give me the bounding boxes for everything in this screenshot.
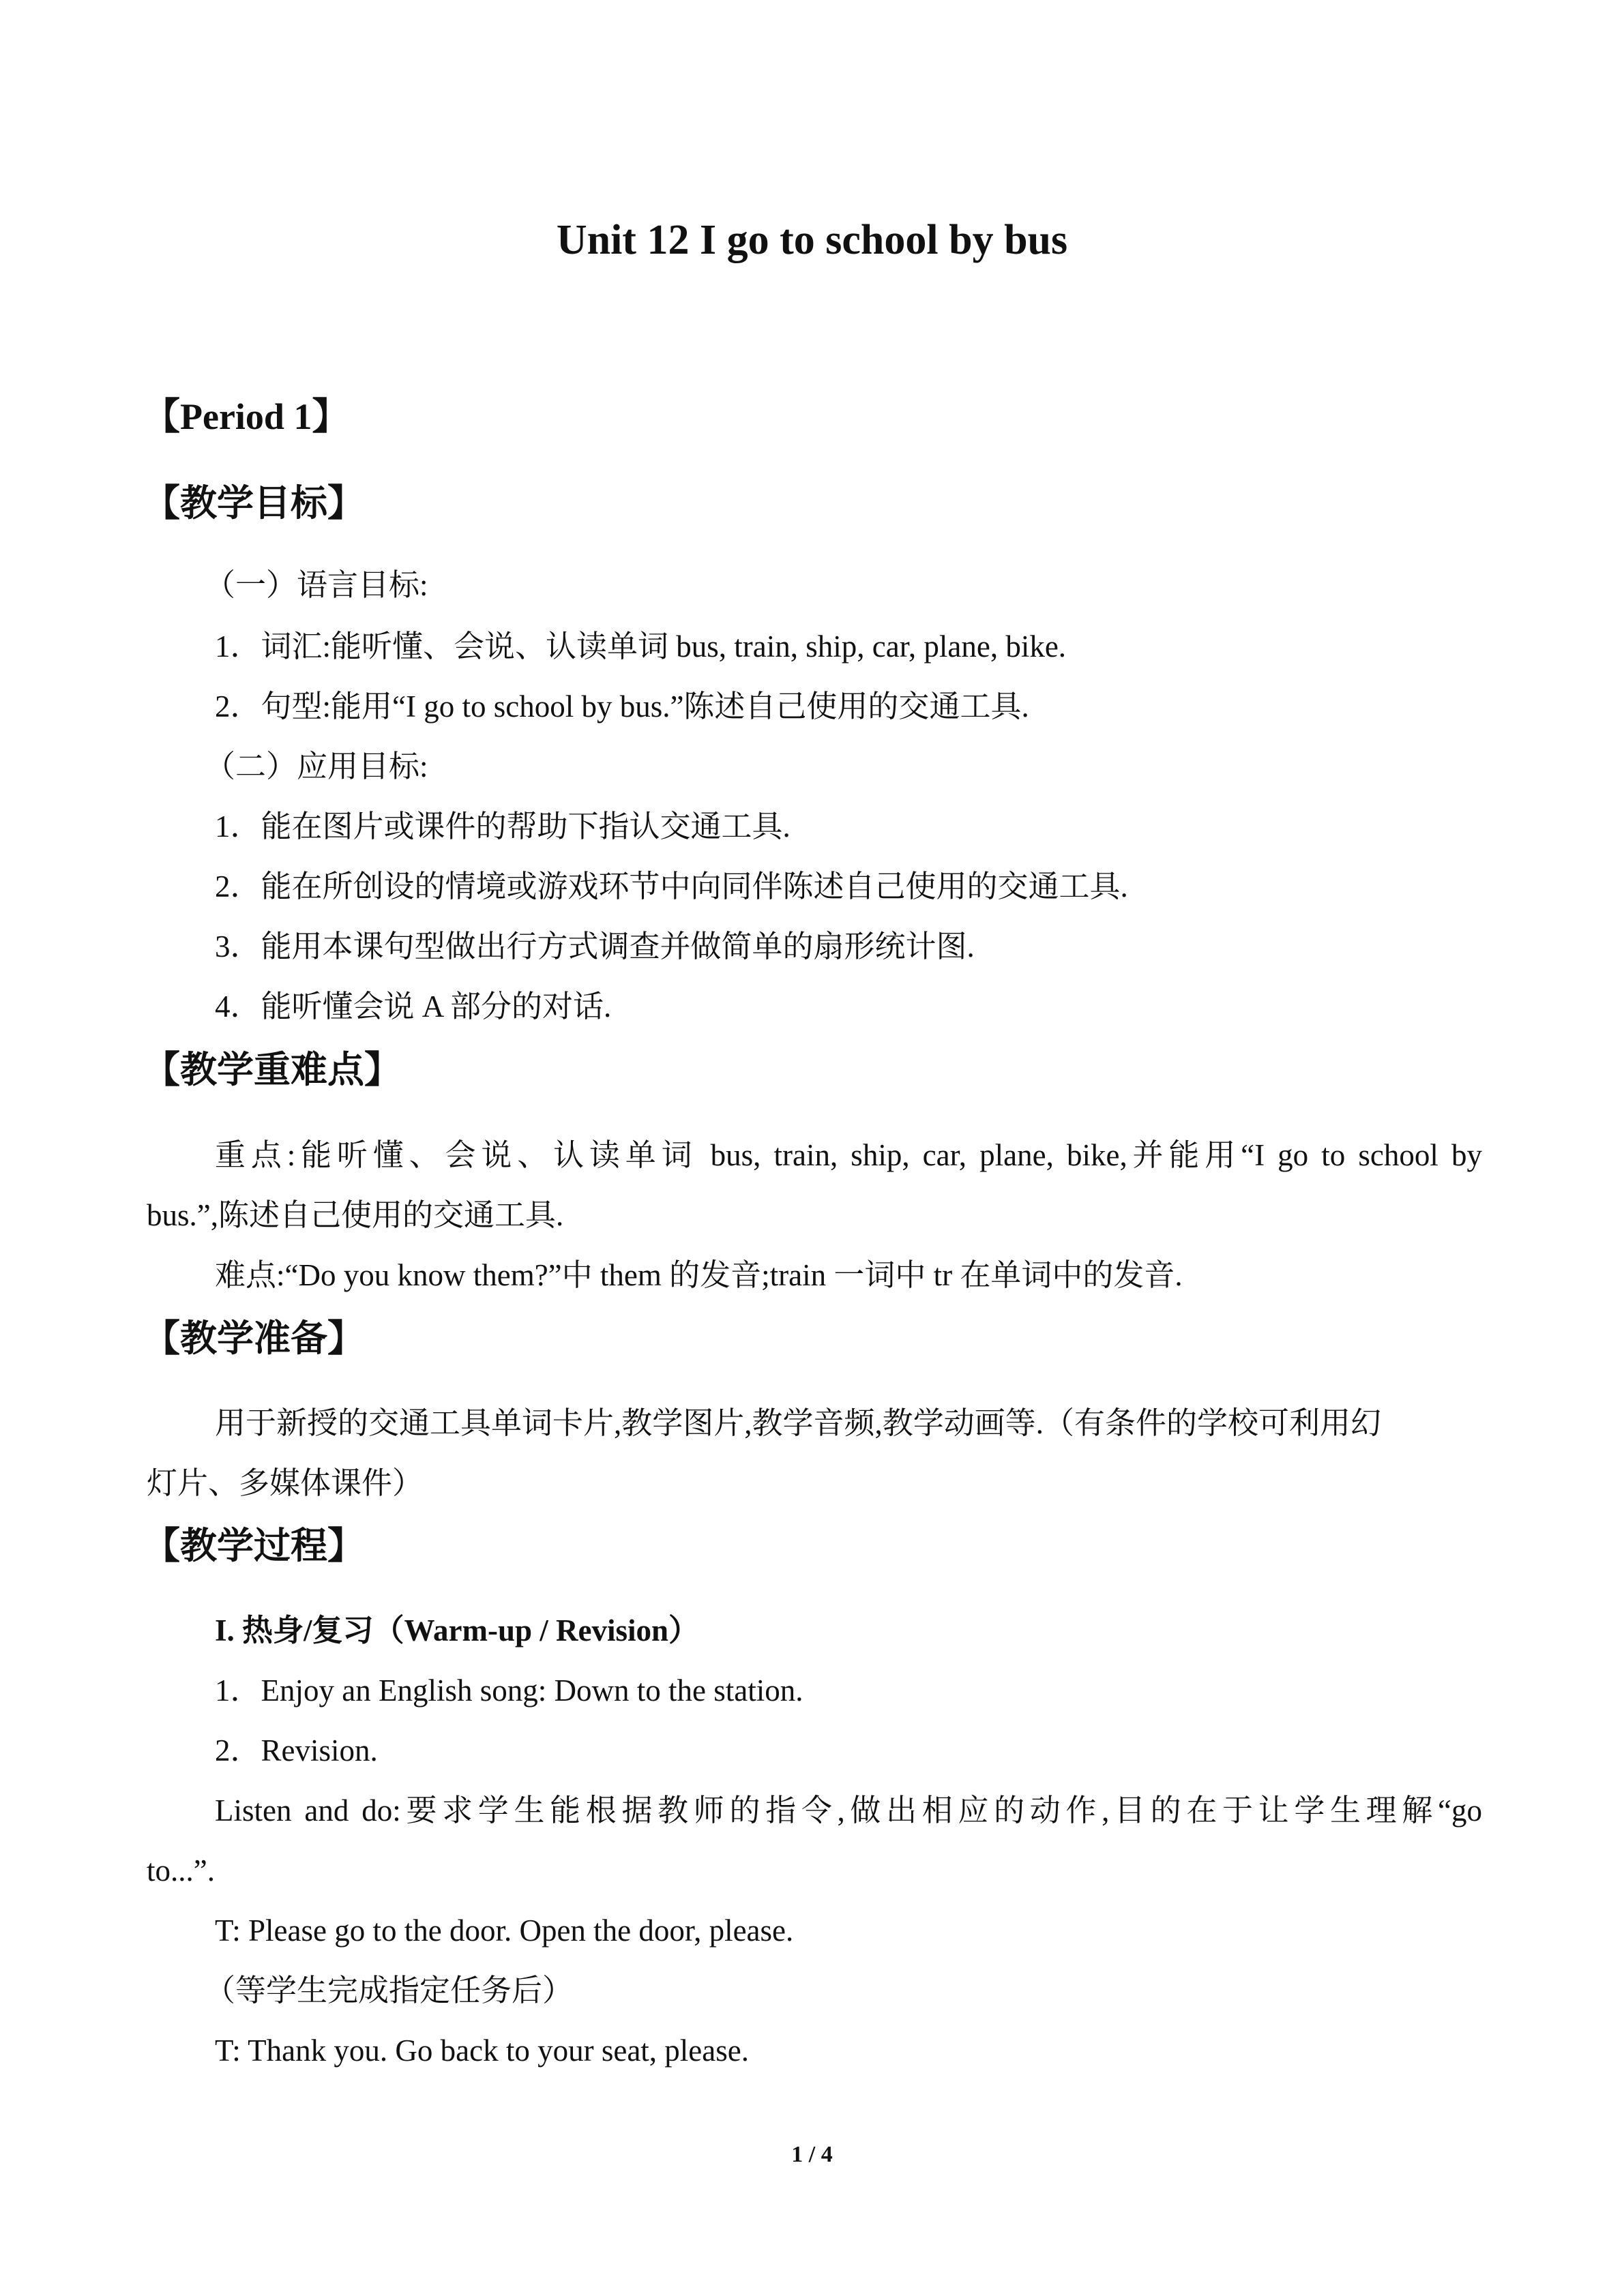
teacher-note: （等学生完成指定任务后） — [205, 1973, 574, 2008]
preparation-text-continued: 灯片、多媒体课件） — [147, 1466, 424, 1500]
listen-and-do-text-continued: to...”. — [147, 1853, 215, 1888]
language-goal-item: 1．词汇:能听懂、会说、认读单词 bus, train, ship, car, plane, bike. — [215, 629, 1067, 664]
period-heading: 【Period 1】 — [143, 396, 349, 437]
teacher-line: T: Thank you. Go back to your seat, please. — [215, 2033, 749, 2068]
language-goal-item: 2．句型:能用“I go to school by bus.”陈述自己使用的交通工具. — [215, 689, 1029, 724]
objectives-heading: 【教学目标】 — [143, 481, 364, 524]
process-heading: 【教学过程】 — [143, 1524, 364, 1567]
key-points-heading: 【教学重难点】 — [143, 1048, 401, 1091]
language-goal-label: （一）语言目标: — [205, 568, 428, 602]
application-goal-item: 4．能听懂会说 A 部分的对话. — [215, 989, 612, 1024]
step-title: I. 热身/复习（Warm-up / Revision） — [215, 1613, 700, 1648]
application-goal-label: （二）应用目标: — [205, 749, 428, 784]
listen-and-do-text: Listen and do:要求学生能根据教师的指令,做出相应的动作,目的在于让学生理解“go — [215, 1793, 1482, 1828]
preparation-heading: 【教学准备】 — [143, 1317, 364, 1360]
page-number: 1 / 4 — [791, 2142, 833, 2167]
teacher-line: T: Please go to the door. Open the door, please. — [215, 1913, 794, 1948]
application-goal-item: 1．能在图片或课件的帮助下指认交通工具. — [215, 809, 791, 844]
application-goal-item: 3．能用本课句型做出行方式调查并做简单的扇形统计图. — [215, 929, 975, 964]
process-item: 1．Enjoy an English song: Down to the station. — [215, 1673, 803, 1708]
preparation-text: 用于新授的交通工具单词卡片,教学图片,教学音频,教学动画等.（有条件的学校可利用幻 — [215, 1406, 1382, 1440]
process-item: 2．Revision. — [215, 1733, 378, 1768]
difficulty-text: 难点:“Do you know them?”中 them 的发音;train 一词中 tr 在单词中的发音. — [215, 1258, 1183, 1292]
application-goal-item: 2．能在所创设的情境或游戏环节中向同伴陈述自己使用的交通工具. — [215, 869, 1128, 904]
focus-text-continued: bus.”,陈述自己使用的交通工具. — [147, 1198, 564, 1232]
focus-text: 重点:能听懂、会说、认读单词 bus, train, ship, car, plane, bike,并能用“I go to school by — [215, 1138, 1482, 1172]
document-title: Unit 12 I go to school by bus — [556, 217, 1068, 263]
